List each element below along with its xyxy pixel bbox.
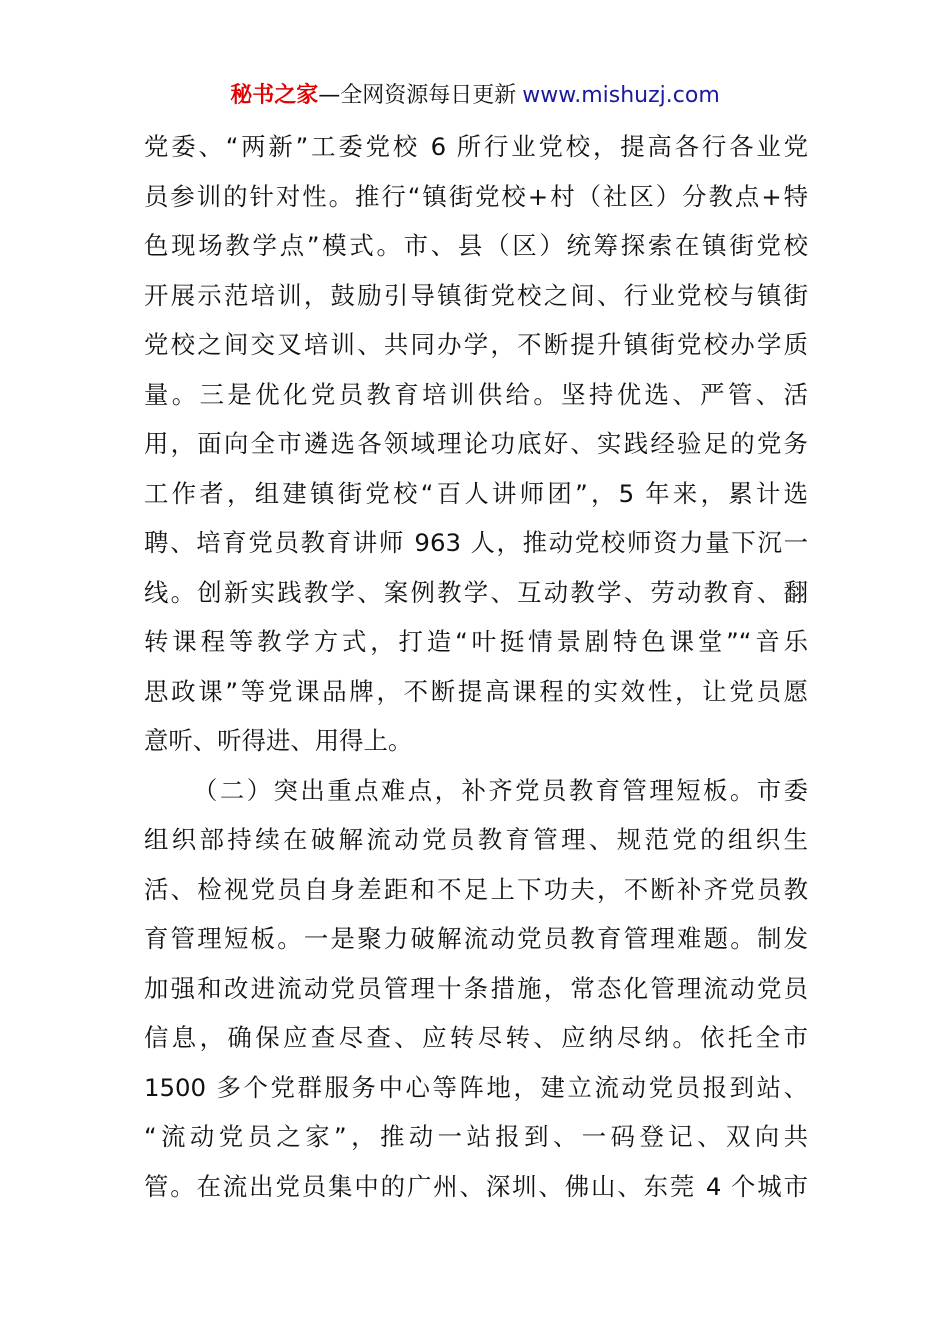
section-heading-line: （二）突出重点难点，补齐党员教育管理短板。市委	[193, 775, 808, 805]
text-line: 量。三是优化党员教育培训供给。坚持优选、严管、活	[144, 379, 808, 409]
site-header	[0, 80, 950, 112]
text-line: 转课程等教学方式，打造“叶挺情景剧特色课堂”“音乐	[144, 627, 808, 656]
text-line: 组织部持续在破解流动党员教育管理、规范党的组织生	[144, 825, 808, 854]
text-line: 党委、“两新”工委党校 6 所行业党校，提高各行各业党	[144, 132, 808, 161]
text-line: 工作者，组建镇街党校“百人讲师团”，5 年来，累计选	[144, 478, 808, 508]
document-body	[144, 122, 808, 1211]
text-line: 思政课”等党课品牌，不断提高课程的实效性，让党员愿	[144, 676, 808, 706]
text-line: 1500 多个党群服务中心等阵地，建立流动党员报到站、	[144, 1072, 808, 1102]
text-line: 加强和改进流动党员管理十条措施，常态化管理流动党员	[144, 973, 808, 1003]
text-line: 开展示范培训，鼓励引导镇街党校之间、行业党校与镇街	[144, 280, 808, 310]
text-line: 活、检视党员自身差距和不足上下功夫，不断补齐党员教	[144, 874, 808, 904]
site-tagline: —全网资源每日更新	[318, 83, 517, 108]
site-brand: 秘书之家	[230, 83, 319, 108]
text-line: 聘、培育党员教育讲师 963 人，推动党校师资力量下沉一	[144, 528, 808, 557]
text-line: 员参训的针对性。推行“镇街党校+村（社区）分教点+特	[144, 181, 808, 211]
text-line: 用，面向全市遴选各领域理论功底好、实践经验足的党务	[144, 429, 808, 458]
text-line: 信息，确保应查尽查、应转尽转、应纳尽纳。依托全市	[144, 1023, 808, 1052]
text-line: 色现场教学点”模式。市、县（区）统筹探索在镇街党校	[144, 231, 808, 260]
text-line: 管。在流出党员集中的广州、深圳、佛山、东莞 4 个城市	[144, 1171, 808, 1201]
text-line: 育管理短板。一是聚力破解流动党员教育管理难题。制发	[144, 924, 808, 953]
text-line: 意听、听得进、用得上。	[144, 726, 413, 755]
site-url-link[interactable]: www.mishuzj.com	[522, 83, 720, 108]
text-line: 线。创新实践教学、案例教学、互动教学、劳动教育、翻	[144, 577, 808, 607]
text-line: 党校之间交叉培训、共同办学，不断提升镇街党校办学质	[144, 330, 808, 359]
text-line: “流动党员之家”，推动一站报到、一码登记、双向共	[144, 1122, 808, 1151]
